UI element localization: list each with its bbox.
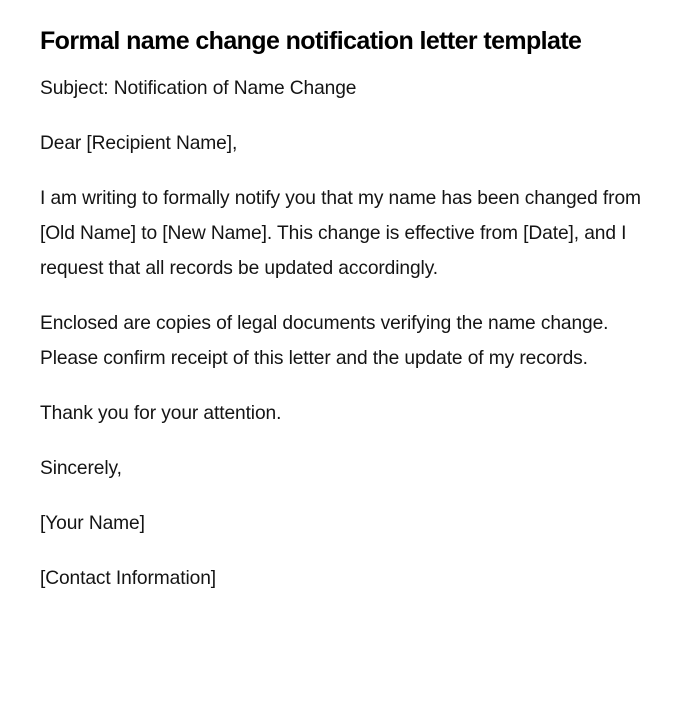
closing-line: Sincerely, (40, 458, 122, 479)
salutation: Dear [Recipient Name], (40, 133, 238, 154)
body-paragraph-enclosure: Enclosed are copies of legal documents verifying the name change. Please confirm receipt of this letter and the update of my records. (40, 313, 609, 369)
contact-information: [Contact Information] (40, 568, 217, 589)
subject-line: Subject: Notification of Name Change (40, 78, 357, 99)
thanks-line: Thank you for your attention. (40, 403, 282, 424)
signature-name: [Your Name] (40, 513, 145, 534)
document-title: Formal name change notification letter template (40, 27, 582, 55)
body-paragraph-notification: I am writing to formally notify you that my name has been changed from [Old Name] to [New Name]. This change is effective from [Date], and I request that all records be updated accordingly. (40, 188, 641, 279)
